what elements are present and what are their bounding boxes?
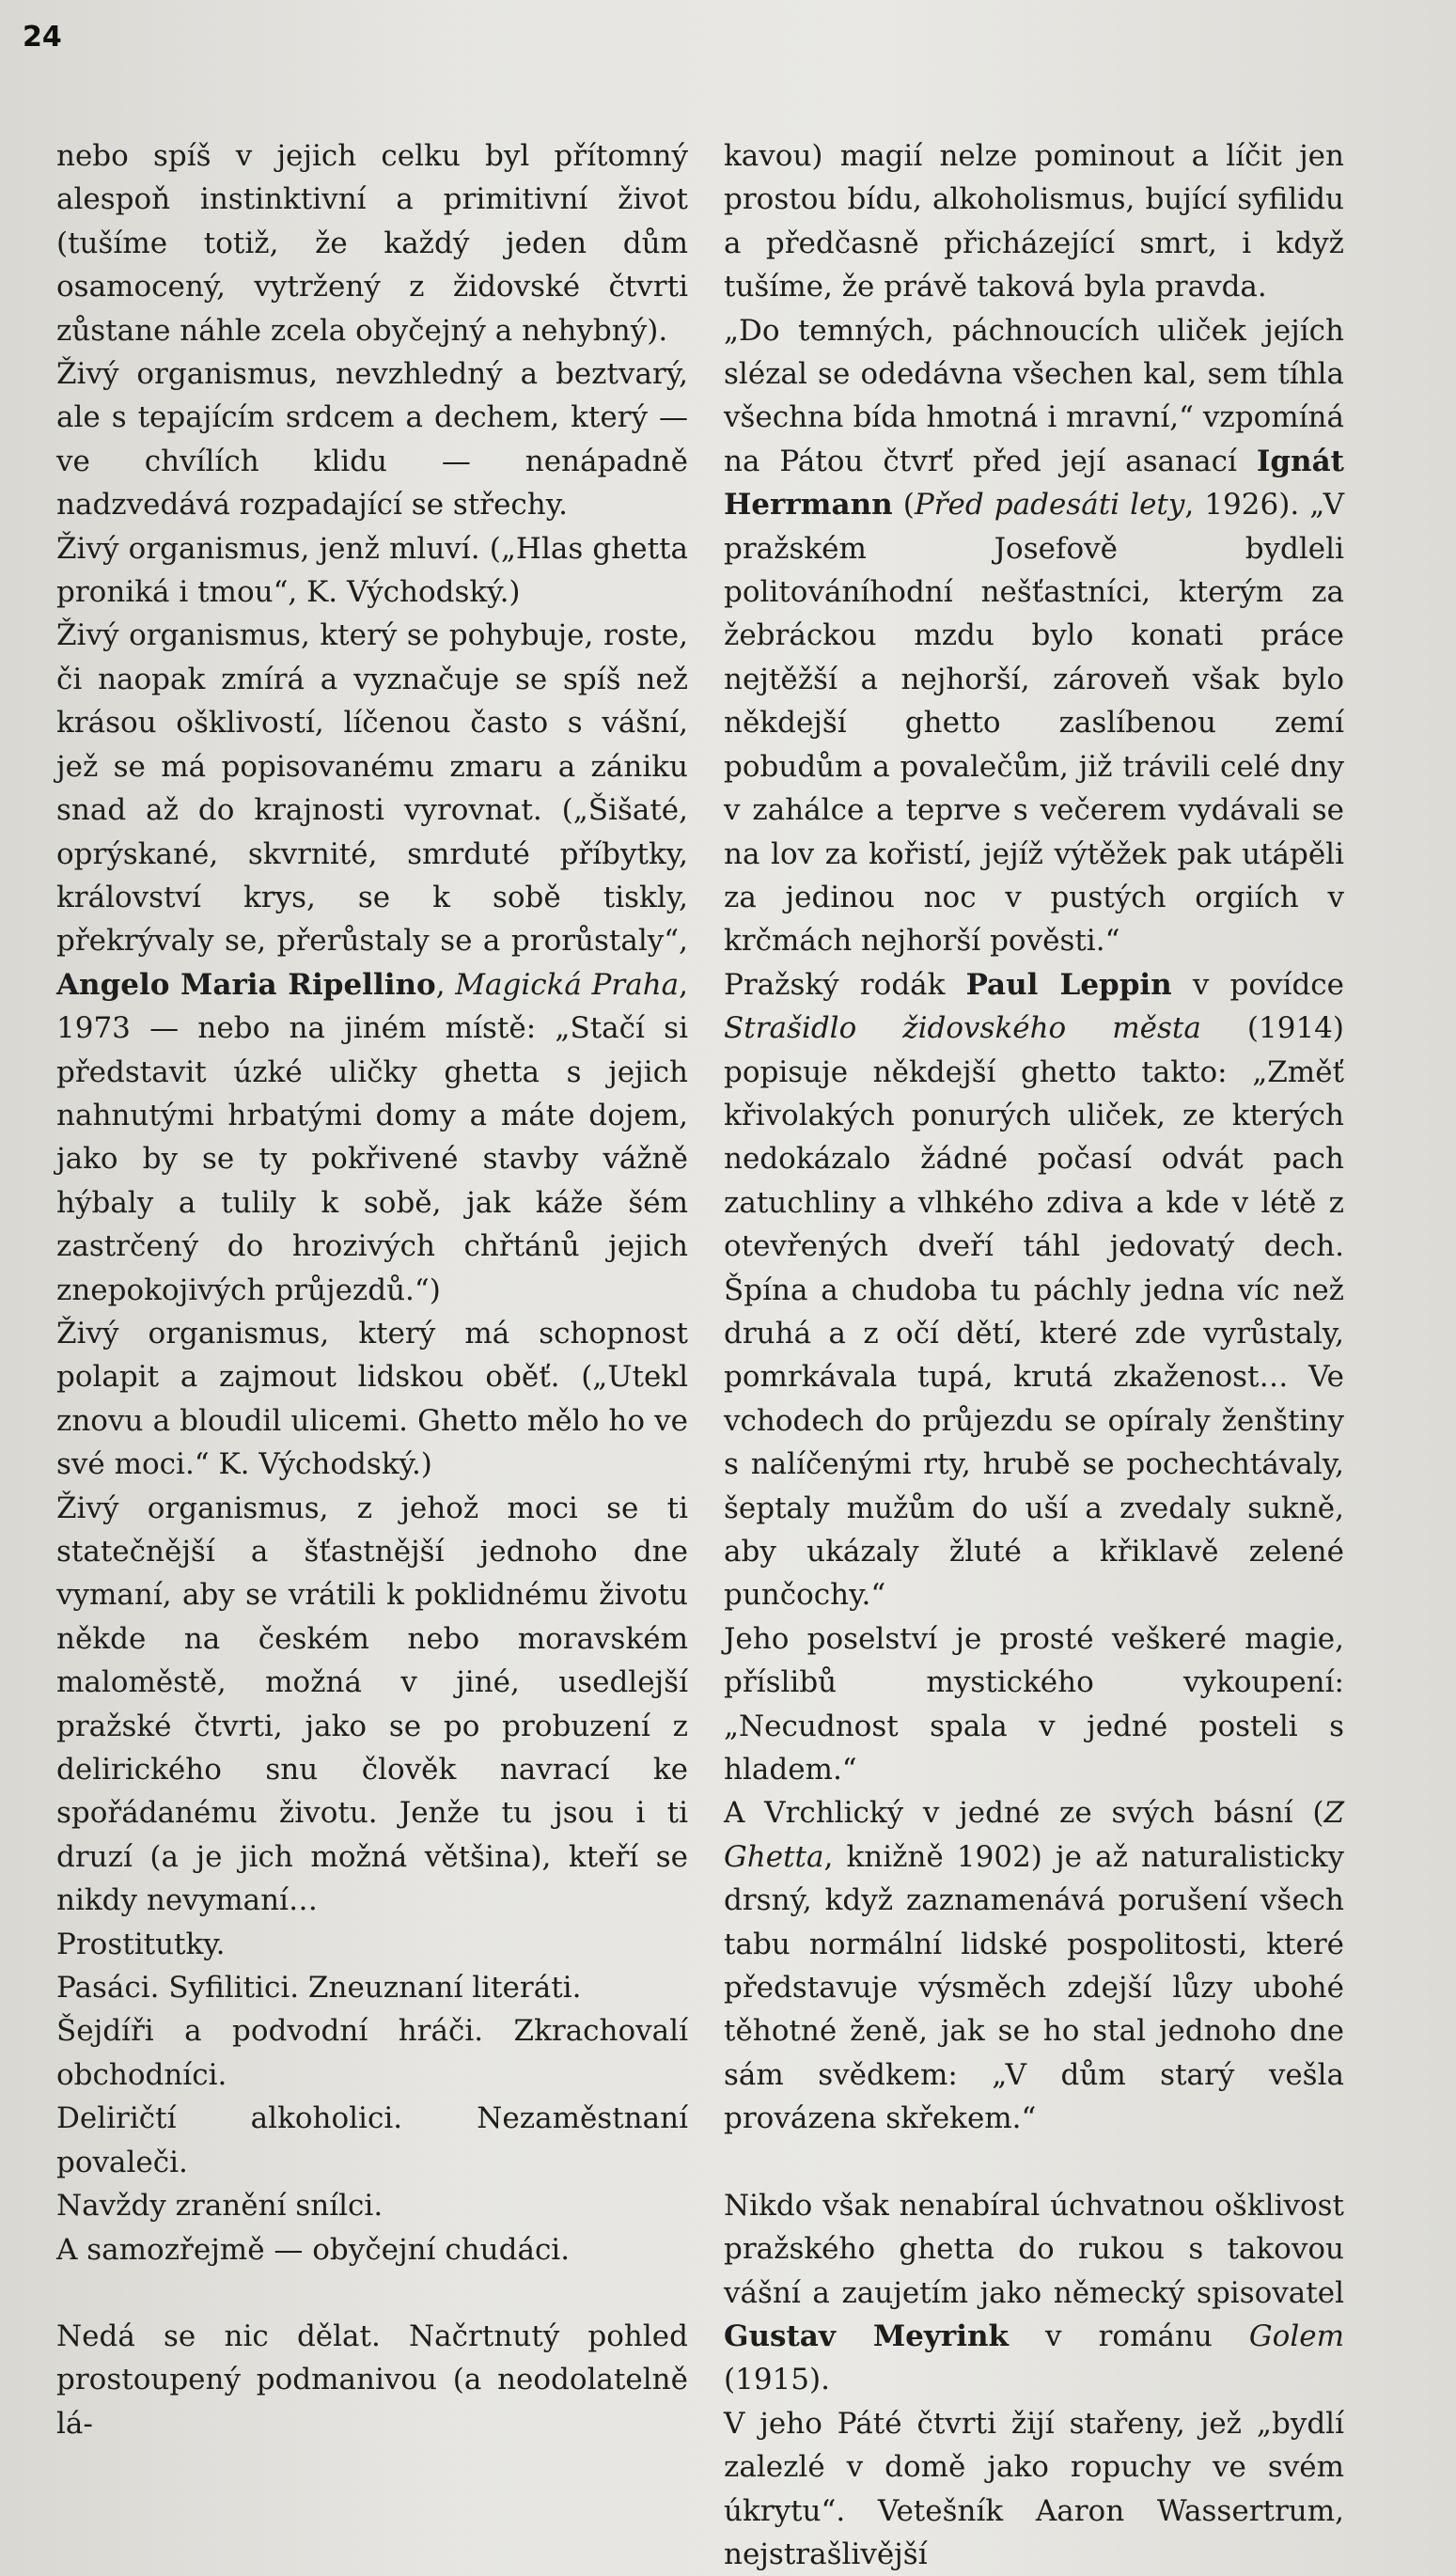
paragraph: nebo spíš v jejich celku byl přítomný alespoň instinktivní a primitivní život (tušíme totiž, že každý jeden dům osamocený, vytržený z židovské čtvrti zůstane náhle zcela obyčejný a nehybný). <box>56 139 688 348</box>
text-run: (1914) popisuje někdejší ghetto takto: „Změť křivolakých ponurých uliček, ze kterých nedokázalo žádné počasí odvát pach zatuchliny a vlhkého zdiva a kde v létě z otevřených dveří táhl jedovatý dech. Špína a chudoba tu páchly jedna víc než druhá a z očí dětí, které zde vyrůstaly, pomrkávala tupá, krutá zkaženost… Ve vchodech do průjezdu se opíraly ženštiny s nalíčenými rty, hrubě se pochechtávaly, šeptaly mužům do uší a zvedaly sukně, aby ukázaly žluté a křiklavě zelené punčochy.“ <box>724 1011 1345 1613</box>
book-title: Strašidlo židovského města <box>724 1011 1201 1046</box>
paragraph: Živý organismus, který má schopnost polapit a zajmout lidskou oběť. („Utekl znovu a bloudil ulicemi. Ghetto mělo ho ve své moci.“ K. Východský.) <box>56 1316 688 1482</box>
text-run: (1915). <box>724 2363 830 2397</box>
list-line: Šejdíři a podvodní hráči. Zkrachovalí obchodníci. <box>56 2014 688 2092</box>
paragraph <box>724 963 1344 1617</box>
text-run: , <box>435 967 456 1002</box>
author-name: Gustav Meyrink <box>724 2318 1010 2353</box>
book-title: Z Ghetta <box>724 1796 1344 1874</box>
paragraph <box>56 614 688 1312</box>
author-name: Angelo Maria Ripellino <box>56 967 436 1002</box>
author-name: Paul Leppin <box>965 967 1172 1002</box>
paragraph <box>724 309 1344 963</box>
text-run: v románu <box>1009 2318 1249 2353</box>
text-run: „Do temných, páchnoucích uliček jejích slézal se odedávna všechen kal, sem tíhla všechna bída hmotná i mravní,“ vzpomíná na Pátou čtvrť před její asanací <box>724 313 1344 478</box>
text-run: v povídce <box>1171 967 1345 1002</box>
page-number: 24 <box>23 21 62 54</box>
paragraph <box>724 1791 1344 2140</box>
text-run: Živý organismus, který se pohybuje, roste, či naopak zmírá a vyznačuje se spíš než krásou ošklivostí, líčenou často s vášní, jež se má popisovanému zmaru a zániku snad až do krajnosti vyrovnat. („Šišaté, oprýskané, skvrnité, smrduté příbytky, království krys, se k sobě tiskly, překrývaly se, přerůstaly se a prorůstaly“, <box>56 618 688 959</box>
left-column <box>56 134 688 2445</box>
list-line: Deliričtí alkoholici. Nezaměstnaní povaleči. <box>56 2101 688 2179</box>
paragraph: Jeho poselství je prosté veškeré magie, příslibů mystického vykoupení: „Necudnost spala v jedné posteli s hladem.“ <box>724 1621 1344 1788</box>
text-run: , knižně 1902) je až naturalisticky drsný, když zaznamenává porušení všech tabu normální lidské pospolitosti, které představuje výsměch zdejší lůzy ubohé těhotné ženě, jak se ho stal jednoho dne sám svědkem: „V dům starý vešla provázena skřekem.“ <box>724 1839 1344 2136</box>
book-title: Před padesáti lety <box>914 488 1185 523</box>
text-run: , 1926). „V pražském Josefově bydleli politováníhodní nešťastníci, kterým za žebráckou mzdu bylo konati práce nejtěžší a nejhorší, zároveň však bylo někdejší ghetto zaslíbenou zemí pobudům a povalečům, již trávili celé dny v zahálce a teprve s večerem vydávali se na lov za kořistí, jejíž výtěžek pak utápěli za jedinou noc v pustých orgiích v krčmách nejhorší pověsti.“ <box>724 488 1345 959</box>
list-line: Pasáci. Syfilitici. Zneuznaní literáti. <box>56 1971 582 2006</box>
text-run: ( <box>892 488 915 523</box>
paragraph: Živý organismus, jenž mluví. („Hlas ghetta proniká i tmou“, K. Východský.) <box>56 531 688 610</box>
paragraph: kavou) magií nelze pominout a líčit jen prostou bídu, alkoholismus, bující syfilidu a předčasně přicházející smrt, i když tušíme, že právě taková byla pravda. <box>724 139 1344 304</box>
text-run: Pražský rodák <box>724 967 966 1002</box>
book-title: Magická Praha <box>455 967 680 1002</box>
paragraph: Živý organismus, nevzhledný a beztvarý, ale s tepajícím srdcem a dechem, který — ve chvílích klidu — nenápadně nadzvedává rozpadající se střechy. <box>56 357 688 523</box>
list-line: Prostitutky. <box>56 1927 226 1961</box>
paragraph: Nedá se nic dělat. Načrtnutý pohled prostoupený podmanivou (a neodolatelně lá- <box>56 2318 688 2441</box>
author-name: Ignát Herrmann <box>724 444 1344 523</box>
paragraph <box>724 2184 1344 2402</box>
book-title: Golem <box>1248 2318 1344 2353</box>
list-line: A samozřejmě — obyčejní chudáci. <box>56 2232 571 2267</box>
paragraph: Živý organismus, z jehož moci se ti statečnější a šťastnější jednoho dne vymaní, aby se vrátili k poklidnému životu někde na českém nebo moravském maloměstě, možná v jiné, usedlejší pražské čtvrti, jako se po probuzení z delirického snu člověk navrací ke spořádanému životu. Jenže tu jsou i ti druzí (a je jich možná většina), kteří se nikdy nevymaní… <box>56 1491 688 1918</box>
text-run: Nikdo však nenabíral úchvatnou ošklivost pražského ghetta do rukou s takovou vášní a zaujetím jako německý spisovatel <box>724 2188 1344 2310</box>
text-run: , 1973 — nebo na jiném místě: „Stačí si představit úzké uličky ghetta s jejich nahnutými hrbatými domy a máte dojem, jako by se ty pokřivené stavby vážně hýbaly a tulily k sobě, jak káže šém zastrčený do hrozivých chřtánů jejich znepokojivých průjezdů.“) <box>56 967 689 1307</box>
list-line: Navždy zranění snílci. <box>56 2189 384 2224</box>
paragraph: V jeho Páté čtvrti žijí stařeny, jež „bydlí zalezlé v domě jako ropuchy ve svém úkrytu“. Vetešník Aaron Wassertrum, nejstrašlivější <box>724 2406 1344 2571</box>
right-column <box>724 134 1344 2576</box>
text-run: A Vrchlický v jedné ze svých básní ( <box>724 1796 1324 1831</box>
